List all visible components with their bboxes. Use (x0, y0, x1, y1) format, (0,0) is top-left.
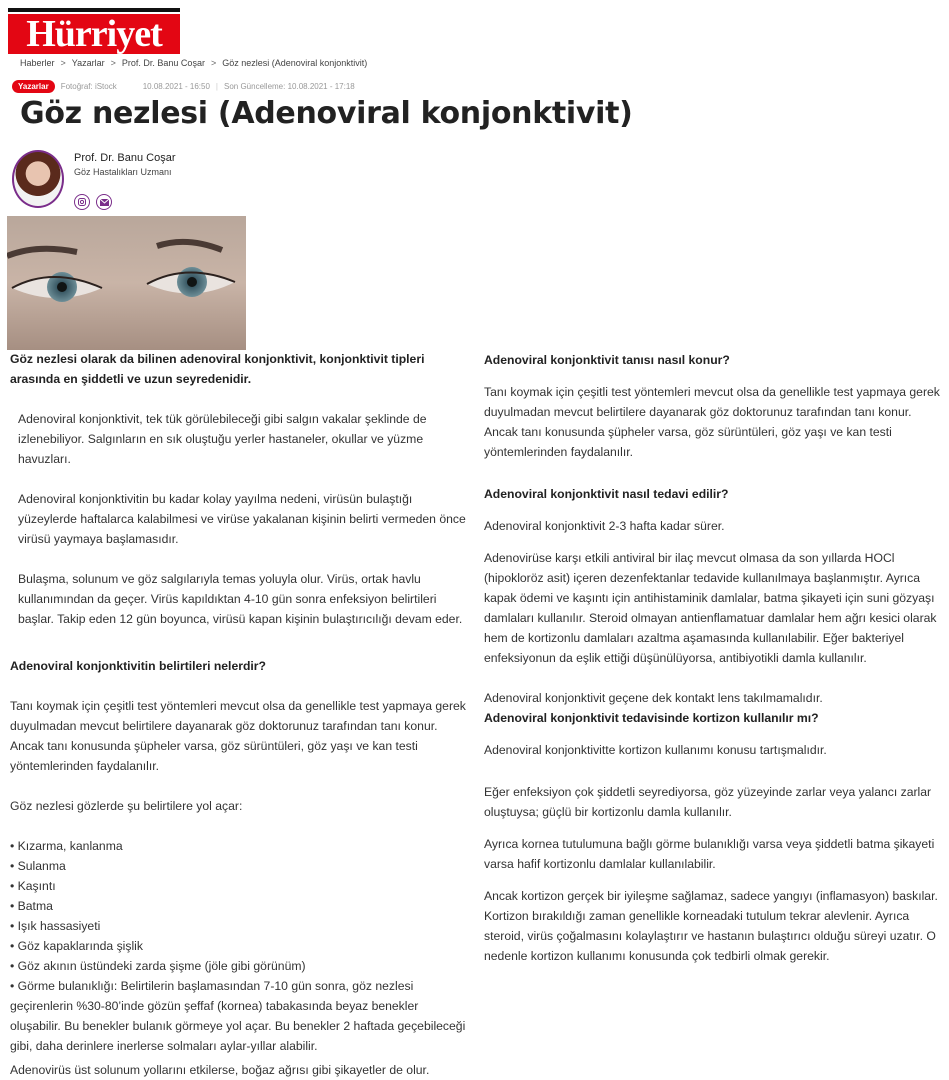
paragraph: Adenoviral konjonktivitte kortizon kullanımı konusu tartışmalıdır. (484, 743, 827, 757)
breadcrumb-separator: > (60, 58, 66, 68)
list-item: • Işık hassasiyeti (10, 919, 101, 933)
instagram-icon[interactable] (74, 194, 90, 210)
avatar[interactable] (12, 150, 64, 208)
breadcrumb (20, 58, 367, 68)
list-item: • Sulanma (10, 859, 66, 873)
left-column-intro (18, 409, 468, 629)
meta-divider: | (215, 82, 218, 91)
paragraph: Adenoviral konjonktivit, tek tük görülebileceği gibi salgın vakalar şeklinde de izlenebiliyor. Salgınların en sık oluştuğu yerler hastaneler, okullar ve yüzme havuzları. (18, 412, 427, 466)
paragraph: Bulaşma, solunum ve göz salgılarıyla temas yoluyla olur. Virüs, ortak havlu kullanımından da geçer. Virüs kapıldıktan 4-10 gün sonra enfeksiyon belirtileri başlar. Takip eden 12 gün boyunca, virüsü kapan kişinin bulaştırıcılığı devam eder. (18, 572, 463, 626)
list-item: • Kaşıntı (10, 879, 56, 893)
breadcrumb-item-yazarlar[interactable]: Yazarlar (71, 58, 105, 68)
logo-text: Hürriyet (8, 14, 180, 54)
breadcrumb-separator: > (110, 58, 116, 68)
page-title: Göz nezlesi (Adenoviral konjonktivit) (20, 96, 633, 131)
paragraph: Ancak kortizon gerçek bir iyileşme sağlamaz, sadece yangıyı (inflamasyon) baskılar. Kortizon bırakıldığı zaman genellikle korneadaki tutulum tekrar alevlenir. Ayrıca steroid, virüs çoğalmasını kolaylaştırır ve hastanın bulaştırıcı olduğu süreyi uzatır. O nedenle kortizon kullanımı konusunda çok tedbirli olmak gerekir. (484, 889, 938, 963)
list-item: • Görme bulanıklığı: Belirtilerin başlamasından 7-10 gün sonra, göz nezlesi geçirenlerin %30-80’inde gözün şeffaf (kornea) tabakasında beyaz benekler oluşabilir. Bu benekler bulanık görmeye yol açar. Bu benekler 2 haftada geçebileceği gibi, daha derinlere inerlerse solmaları aylar-yıllar alabilir. (10, 979, 466, 1053)
breadcrumb-separator: > (210, 58, 217, 68)
author-social (74, 194, 112, 210)
author-title: Göz Hastalıkları Uzmanı (74, 167, 172, 177)
right-column (484, 350, 942, 966)
article-photo-eyes (7, 216, 246, 350)
paragraph: Ayrıca kornea tutulumuna bağlı görme bulanıklığı varsa veya şiddetli batma şikayeti varsa hafif kortizonlu damlalar kullanılabilir. (484, 837, 935, 871)
article-lead: Göz nezlesi olarak da bilinen adenoviral konjonktivit, konjonktivit tipleri arasında en şiddetli ve uzun seyredenidir. (10, 352, 425, 386)
list-item: • Göz akının üstündeki zarda şişme (jöle gibi görünüm) (10, 959, 306, 973)
category-badge[interactable]: Yazarlar (12, 80, 55, 93)
breadcrumb-item-author[interactable]: Prof. Dr. Banu Coşar (121, 58, 205, 68)
published-date: 10.08.2021 - 16:50 (142, 82, 210, 91)
left-column-symptoms (10, 656, 470, 1080)
paragraph: Göz nezlesi gözlerde şu belirtilere yol açar: (10, 799, 243, 813)
paragraph: Tanı koymak için çeşitli test yöntemleri mevcut olsa da genellikle test yapmaya gerek duyulmadan mevcut belirtilere dayanarak göz doktorunuz tarafından tanı konur. Ancak tanı konusunda şüpheler varsa, göz sürüntüleri, göz yaşı ve kan testi yöntemlerinden faydalanılır. (484, 385, 940, 459)
section-heading: Adenoviral konjonktivit tanısı nasıl konur? (484, 353, 730, 367)
paragraph: Adenovirüse karşı etkili antiviral bir ilaç mevcut olmasa da son yıllarda HOCl (hipokloröz asit) içeren dezenfektanlar tedavide kullanılmaya başlanmıştır. Ayrıca kapak ödemi ve kaşıntı için antihistaminik damlalar, batma şikayeti için suni gözyaşı damlaları kullanılır. Steroid olmayan antienflamatuar damlalar hem ağrı kesici olarak hem de kortizonlu damlaları azaltma aşamasında kullanılabilir. Eğer bakteriyel enfeksiyonun da eşlik ettiği düşünülüyorsa, antibiyotikli damla kullanılır. (484, 551, 937, 665)
paragraph: Adenoviral konjonktivit geçene dek kontakt lens takılmamalıdır. (484, 691, 823, 705)
list-item: • Kızarma, kanlanma (10, 839, 123, 853)
symptom-list (10, 836, 470, 1056)
article-meta (12, 80, 355, 93)
photo-credit: Fotoğraf: iStock (60, 82, 117, 91)
logo-top-bar (8, 8, 180, 12)
author-block (12, 150, 312, 214)
list-item: • Göz kapaklarında şişlik (10, 939, 143, 953)
mail-icon[interactable] (96, 194, 112, 210)
paragraph: Adenoviral konjonktivit 2-3 hafta kadar sürer. (484, 519, 725, 533)
hurriyet-logo[interactable] (8, 8, 180, 54)
section-heading: Adenoviral konjonktivit tedavisinde kortizon kullanılır mı? (484, 711, 819, 725)
paragraph: Adenoviral konjonktivitin bu kadar kolay yayılma nedeni, virüsün bulaştığı yüzeylerde haftalarca kalabilmesi ve virüse yakalanan kişinin belirti vermeden önce virüsü yaymaya başlamasıdır. (18, 492, 466, 546)
section-heading: Adenoviral konjonktivitin belirtileri nelerdir? (10, 659, 266, 673)
paragraph: Tanı koymak için çeşitli test yöntemleri mevcut olsa da genellikle test yapmaya gerek duyulmadan mevcut belirtilere dayanarak göz doktorunuz tarafından tanı konur. Ancak tanı konusunda şüpheler varsa, göz sürüntüleri, göz yaşı ve kan testi yöntemlerinden faydalanılır. (10, 699, 466, 773)
paragraph: Adenovirüs üst solunum yollarını etkilerse, boğaz ağrısı gibi şikayetler de olur. (10, 1063, 430, 1077)
updated-date: Son Güncelleme: 10.08.2021 - 17:18 (223, 82, 355, 91)
section-heading: Adenoviral konjonktivit nasıl tedavi edilir? (484, 487, 729, 501)
paragraph: Eğer enfeksiyon çok şiddetli seyrediyorsa, göz yüzeyinde zarlar veya yalancı zarlar oluştuysa; güçlü bir kortizonlu damla kullanılır. (484, 785, 932, 819)
breadcrumb-item-current: Göz nezlesi (Adenoviral konjonktivit) (222, 58, 368, 68)
list-item: • Batma (10, 899, 53, 913)
breadcrumb-item-haberler[interactable]: Haberler (20, 58, 55, 68)
author-name[interactable]: Prof. Dr. Banu Coşar (74, 152, 176, 164)
